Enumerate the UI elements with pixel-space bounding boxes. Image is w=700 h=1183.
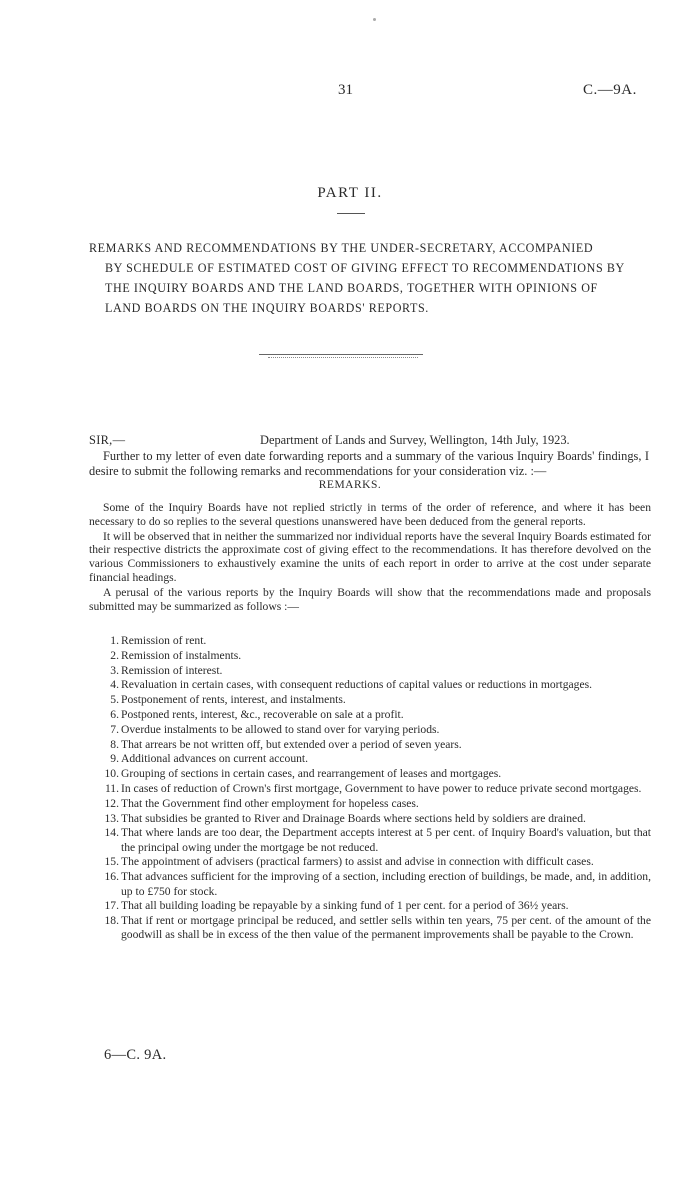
- item-number: 6.: [110, 707, 119, 721]
- item-text: Remission of instalments.: [121, 648, 242, 662]
- item-number: 10.: [104, 767, 119, 781]
- document-reference: C.—9A.: [583, 82, 637, 98]
- item-text: That advances sufficient for the improving of a section, including erection of buildings, be made, and, in addition, up to £750 for stock.: [121, 870, 651, 898]
- item-text: In cases of reduction of Crown's first mortgage, Government to have power to reduce private second mortgages.: [121, 781, 642, 795]
- list-item: [89, 899, 651, 913]
- item-text: That if rent or mortgage principal be reduced, and settler sells within ten years, 75 per cent. of the amount of the goodwill as shall be in excess of the then value of the permanent improvements shall be payable to the Crown.: [121, 914, 651, 942]
- list-item: [89, 693, 651, 707]
- item-text: The appointment of advisers (practical farmers) to assist and advise in connection with difficult cases.: [121, 855, 594, 869]
- list-item: [89, 664, 651, 678]
- divider-rule-dotted: [268, 357, 418, 358]
- list-item: [89, 634, 651, 648]
- letter-intro: Further to my letter of even date forwarding reports and a summary of the various Inquiry Boards' findings, I desire to submit the following remarks and recommendations for your consideration viz. :—: [89, 448, 649, 479]
- list-item: [89, 708, 651, 722]
- list-item: [89, 767, 651, 781]
- recommendations-list: [89, 634, 651, 943]
- item-text: Remission of interest.: [121, 663, 223, 677]
- list-item: [89, 855, 651, 869]
- remarks-body: [89, 501, 651, 614]
- list-item: [89, 797, 651, 811]
- divider-rule: [259, 354, 423, 355]
- list-item: [89, 812, 651, 826]
- item-number: 11.: [104, 781, 119, 795]
- item-text: Postponed rents, interest, &c., recoverable on sale at a profit.: [121, 707, 404, 721]
- item-text: Postponement of rents, interest, and instalments.: [121, 693, 346, 707]
- list-item: [89, 738, 651, 752]
- list-item: [89, 723, 651, 737]
- list-item: [89, 826, 651, 855]
- part-title: PART II.: [317, 185, 383, 201]
- item-number: 9.: [110, 752, 119, 766]
- list-item: [89, 649, 651, 663]
- item-number: 3.: [110, 663, 119, 677]
- sheet-signature: 6—C. 9A.: [104, 1047, 167, 1063]
- item-number: 2.: [110, 648, 119, 662]
- item-number: 16.: [104, 870, 119, 884]
- section-heading: [89, 238, 629, 318]
- paragraph: It will be observed that in neither the summarized nor individual reports have the several Inquiry Boards estimated for their respective districts the approximate cost of giving effect to the recommendations. It has therefore devolved on the various Commissioners to exhaustively examine the units of each report in order to arrive at the cost under separate financial headings.: [89, 529, 651, 584]
- item-text: Remission of rent.: [121, 634, 207, 647]
- item-number: 1.: [110, 634, 119, 647]
- item-number: 5.: [110, 693, 119, 707]
- letter-dateline: Department of Lands and Survey, Wellington, 14th July, 1923.: [260, 433, 570, 447]
- item-number: 14.: [104, 826, 119, 840]
- title-rule: [337, 213, 365, 214]
- list-item: [89, 914, 651, 943]
- list-item: [89, 782, 651, 796]
- item-text: That the Government find other employment for hopeless cases.: [121, 796, 419, 810]
- item-text: That all building loading be repayable by a sinking fund of 1 per cent. for a period of 36½ years.: [121, 899, 569, 913]
- list-item: [89, 752, 651, 766]
- remarks-heading: REMARKS.: [318, 479, 382, 491]
- list-item: [89, 678, 651, 692]
- scan-speck: [373, 18, 376, 21]
- item-number: 18.: [104, 914, 119, 928]
- item-text: That subsidies be granted to River and Drainage Boards where sections held by soldiers are drained.: [121, 811, 586, 825]
- list-item: [89, 870, 651, 899]
- item-text: Grouping of sections in certain cases, and rearrangement of leases and mortgages.: [121, 767, 502, 781]
- item-text: That where lands are too dear, the Department accepts interest at 5 per cent. of Inquiry Board's valuation, but that the principal owing under the mortgage be not reduced.: [121, 826, 651, 854]
- item-number: 12.: [104, 796, 119, 810]
- paragraph: A perusal of the various reports by the Inquiry Boards will show that the recommendations made and proposals submitted may be summarized as follows :—: [89, 585, 651, 613]
- item-text: Additional advances on current account.: [121, 752, 309, 766]
- paragraph: Some of the Inquiry Boards have not replied strictly in terms of the order of reference, and where it has been necessary to do so replies to the several questions unanswered have been deduced from the general reports.: [89, 501, 651, 528]
- item-number: 8.: [110, 737, 119, 751]
- item-text: Overdue instalments to be allowed to stand over for varying periods.: [121, 722, 440, 736]
- heading-continuation: BY SCHEDULE OF ESTIMATED COST OF GIVING EFFECT TO RECOMMENDATIONS BY THE INQUIRY BOARDS AND THE LAND BOARDS, TOGETHER WITH OPINIONS OF LAND BOARDS ON THE INQUIRY BOARDS' REPORTS.: [105, 261, 625, 315]
- page-number: 31: [338, 82, 353, 98]
- heading-line-first: REMARKS AND RECOMMENDATIONS BY THE UNDER-SECRETARY, ACCOMPANIED: [89, 241, 594, 255]
- salutation: SIR,—: [89, 433, 126, 447]
- item-text: Revaluation in certain cases, with consequent reductions of capital values or reductions in mortgages.: [121, 678, 593, 692]
- item-number: 4.: [110, 678, 119, 692]
- item-number: 15.: [104, 855, 119, 869]
- item-number: 17.: [104, 899, 119, 913]
- item-number: 13.: [104, 811, 119, 825]
- item-text: That arrears be not written off, but extended over a period of seven years.: [121, 737, 462, 751]
- item-number: 7.: [110, 722, 119, 736]
